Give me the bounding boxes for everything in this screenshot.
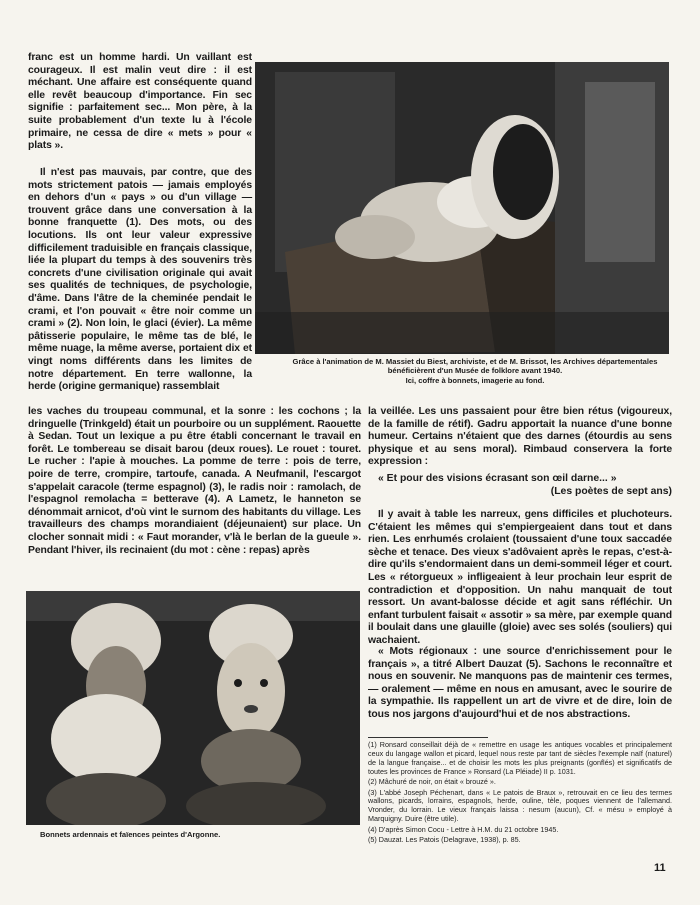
photo-bonnets-faience-illustration [26, 591, 360, 825]
footnote-2: (2) Mâchuré de noir, on était « brouzé ». [368, 777, 496, 787]
rimbaud-quote-source: (Les poètes de sept ans) [550, 485, 672, 497]
rimbaud-quote [378, 473, 672, 498]
col2-paragraph-3: « Mots régionaux : une source d'enrichissement pour le français », a titré Albert Dauzat (5). Sachons le reconnaître et nous en souvenir. Ne manquons pas de maintenir ces termes, — oralement — même en nous en amusant, avec le sourire de la sympathie. Ils rappellent un art de vivre et de dire, loin de tous nos jargons d'aujourd'hui et de nos abstractions. [368, 646, 672, 720]
photo-bottom-caption: Bonnets ardennais et faïences peintes d'Argonne. [40, 830, 221, 839]
footnote-1: (1) Ronsard conseillait déjà de « remettre en usage les antiques vocables et principalement ceux du langage wallon et picard, lequel nous reste par tant de siècles l'exemple naïf (naturel) de la langue française... et de choisir les mots les plus preignants (gonflés) et significatifs de toutes les provinces de France » Ronsard (La Pléiade) II p. 1031. [368, 740, 672, 776]
col1-paragraph-2: Il n'est pas mauvais, par contre, que des mots strictement patois — jamais employés en dehors d'un « pays » ou d'un village — trouvent grâce dans une conversation à la bonne franquette (1). Des mots, ou des locutions. Ils ont leur valeur expressive difficilement traduisible en français classique, liée la plupart du temps à des souvenirs très concrets d'une civilisation originale qui avait ses qualités de techniques, de psychologie, d'âme. Dans l'âtre de la cheminée pendait le crami, et l'on pouvait « être noir comme un crami » (2). Non loin, le glaci (évier). La même pâtisserie populaire, le même tas de blé, le même nuage, la même averse, portaient dix et vingt noms différents dans les limites de notre département. En terre wallonne, la herde (origine germanique) rassemblait [28, 167, 252, 393]
photo-top-caption-line2: Ici, coffre à bonnets, imagerie au fond. [405, 376, 545, 385]
rimbaud-quote-text: « Et pour des visions écrasant son œil darne... » [378, 473, 617, 484]
col2-paragraph-1: la veillée. Les uns passaient pour être bien rétus (vigoureux, de la famille de rétif). Gadru apportait la nuance d'une bonne humeur. Certains n'étaient que des darnes (étourdis au sens physique et au sens moral). Rimbaud conservera la forte expression : [368, 406, 672, 468]
footnote-3: (3) L'abbé Joseph Péchenart, dans « Le patois de Braux », retrouvait en ce lieu des termes wallons, picards, lorrains, espagnols, herde, ouline, tèle, poques viennent de l'allemand. Vronder, du lorrain. Le vieux français laissa : nesum (aucun), Cf. « mésu » employé à Marquigny. Duire (être utile). [368, 787, 672, 824]
col1-paragraph-1: franc est un homme hardi. Un vaillant est courageux. Il est malin veut dire : il est méchant. Une affaire est conséquente quand elle revêt beaucoup d'importance. Fin sec signifie : parfaitement sec... Mon père, à la suite probablement d'un texte lu à l'école primaire, ne cessa de dire « mets » pour « plats ». [28, 52, 252, 152]
col2-paragraph-2: Il y avait à table les narreux, gens difficiles et pluchoteurs. C'étaient les mêmes qui s'empiergeaient dans tout et dans rien. Les enrhumés crolaient (toussaient d'une toux saccadée sèche et tenace. Des vieux s'adôvaient après le repas, c'est-à-dire qu'ils s'endormaient dans un demi-sommeil léger et court. Les « rétorgueux » infligeaient à leur prochain leur esprit de contradiction et d'opposition. Un nahu manquait de tout ressort. Un avant-balosse décide et agit sans réfléchir. Un enfant turbulent faisait « assotir » sa mère, par exemple quand il boulait dans une glauille (gloie) avec ses solés (souliers) qui wachaient. [368, 509, 672, 646]
photo-top-caption: Grâce à l'animation de M. Massiet du Biest, archiviste, et de M. Brissot, les Archives départementales bénéficièrent d'un Musée de folklore avant 1940. [292, 357, 658, 376]
photo-bonnet-chest-illustration [255, 62, 669, 354]
footnotes-divider [368, 737, 488, 738]
footnotes [368, 741, 672, 846]
photo-bonnet-chest [255, 62, 669, 354]
col1-paragraph-3: les vaches du troupeau communal, et la sonre : les cochons ; la dringuelle (Trinkgeld) était un pourboire ou un supplément. Raouette à Sedan. Tout un lexique a pu être établi concernant le travail en forêt. Le tombereau se disait barou (deux roues). Le rouet : touret. Le rucher : l'apie à mouches. La pomme de terre : pois de terre, poire de terre, crompire, tartoufe, canada. A Neufmanil, l'escargot s'appelait caracole (terme espagnol) (3), le radis noir : ramolach, de l'espagnol remolacha = betterave (4). A Lametz, le hanneton se dénommait arnicot, d'où vint le surnom des habitants du village. Les travailleurs des champs morandiaient (déjeunaient) sur place. Un clocher sonnait midi : « Faut morander, v'là le berlan de la gueule ». Pendant l'hiver, ils recinaient (du mot : cène : repas) après [28, 406, 361, 556]
footnote-5: (5) Dauzat. Les Patois (Delagrave, 1938), p. 85. [368, 835, 521, 845]
footnote-4: (4) D'après Simon Cocu - Lettre à H.M. du 21 octobre 1945. [368, 824, 559, 834]
photo-bonnets-faience [26, 591, 360, 825]
page-number: 11 [654, 862, 666, 874]
